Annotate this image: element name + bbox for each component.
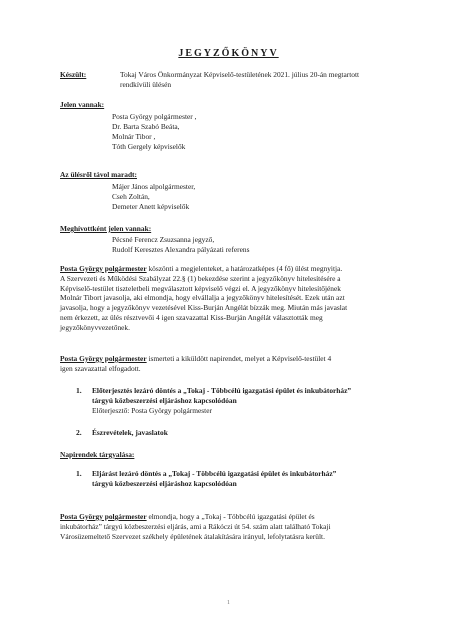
absent-2: Cseh Zoltán,: [112, 192, 150, 201]
speaker-name: Posta György polgármester: [60, 264, 147, 273]
discussion-paragraph: Posta György polgármester elmondja, hogy a „Tokaj - Többcélú igazgatási épület és inkubátorház” tárgyú közbeszerzési eljárás, ami a Rákóczi út 54. szám alatt található Tokaji Városüzemeltető Szervezet székhely épületének átalakítására irányul, lefolytatásra került.: [60, 512, 331, 541]
agenda-intro-paragraph: Posta György polgármester ismerteti a kiküldött napirendet, melyet a Képviselő-testület 4 igen szavazattal elfogadott.: [60, 354, 332, 373]
attendee-3: Molnár Tibor ,: [112, 132, 156, 141]
absent-1: Májer János alpolgármester,: [112, 182, 196, 191]
page-number: 1: [227, 600, 230, 606]
speaker-name: Posta György polgármester: [60, 512, 147, 521]
invitee-1: Pécsné Ferencz Zsuzsanna jegyző,: [112, 235, 215, 244]
agenda-item-1-line-2: tárgyú közbeszerzési eljáráshoz kapcsolódóan: [92, 396, 237, 405]
keszult-label: Készült:: [60, 70, 87, 79]
agenda-item-1-number: 1.: [76, 386, 82, 395]
napirend-label: Napirendek tárgyalása:: [60, 450, 135, 459]
meghivottkent-label: Meghívottként jelen vannak:: [60, 224, 152, 233]
napirend-item-line-1: Eljárást lezáró döntés a „Tokaj - Többcélú igazgatási épület és inkubátorház”: [92, 469, 337, 478]
jelen-vannak-label: Jelen vannak:: [60, 100, 105, 109]
attendee-2: Dr. Barta Szabó Beáta,: [112, 122, 180, 131]
attendee-1: Posta György polgármester ,: [112, 112, 197, 121]
speaker-name: Posta György polgármester: [60, 354, 147, 363]
tavol-maradt-label: Az ülésről távol maradt:: [60, 170, 137, 179]
absent-3: Demeter Anett képviselők: [112, 202, 190, 211]
agenda-item-2-number: 2.: [76, 428, 82, 437]
invitee-2: Rudolf Keresztes Alexandra pályázati referens: [112, 245, 250, 254]
keszult-line-2: rendkívüli ülésén: [120, 80, 172, 89]
document-title: JEGYZŐKÖNYV: [178, 48, 279, 59]
opening-paragraph: Posta György polgármester köszönti a megjelenteket, a határozatképes (4 fő) ülést megnyitja. A Szervezeti és Működési Szabályzat 22.§ (1) bekezdése szerint a jegyzőkönyv hitelesítésére a Képviselő-testület tiszteletbeli megválasztott képviselő végzi el. A jegyzőkönyv hitelesítőjének Molnár Tibort javasolja, aki elmondja, hogy elvállalja a jegyzőkönyv hitelesítését. Ezek után azt javasolja, hogy a jegyzőkönyv vezetésével Kiss-Burján Angélát bízzák meg. Miután más javaslat nem érkezett, az ülés résztvevői 4 igen szavazattal Kiss-Burján Angélát választották meg jegyzőkönyvvezetőnek.: [60, 264, 348, 332]
agenda-item-1-line-1: Előterjesztés lezáró döntés a „Tokaj - Többcélú igazgatási épület és inkubátorház”: [92, 386, 352, 395]
napirend-item-number: 1.: [76, 469, 82, 478]
napirend-item-line-2: tárgyú közbeszerzési eljáráshoz kapcsolódóan: [92, 479, 237, 488]
attendee-4: Tóth Gergely képviselők: [112, 142, 186, 151]
keszult-line-1: Tokaj Város Önkormányzat Képviselő-testületének 2021. július 20-án megtartott: [120, 70, 360, 79]
agenda-item-1-presenter: Előterjesztő: Posta György polgármester: [92, 406, 212, 415]
agenda-item-2-line-1: Észrevételek, javaslatok: [92, 428, 168, 437]
